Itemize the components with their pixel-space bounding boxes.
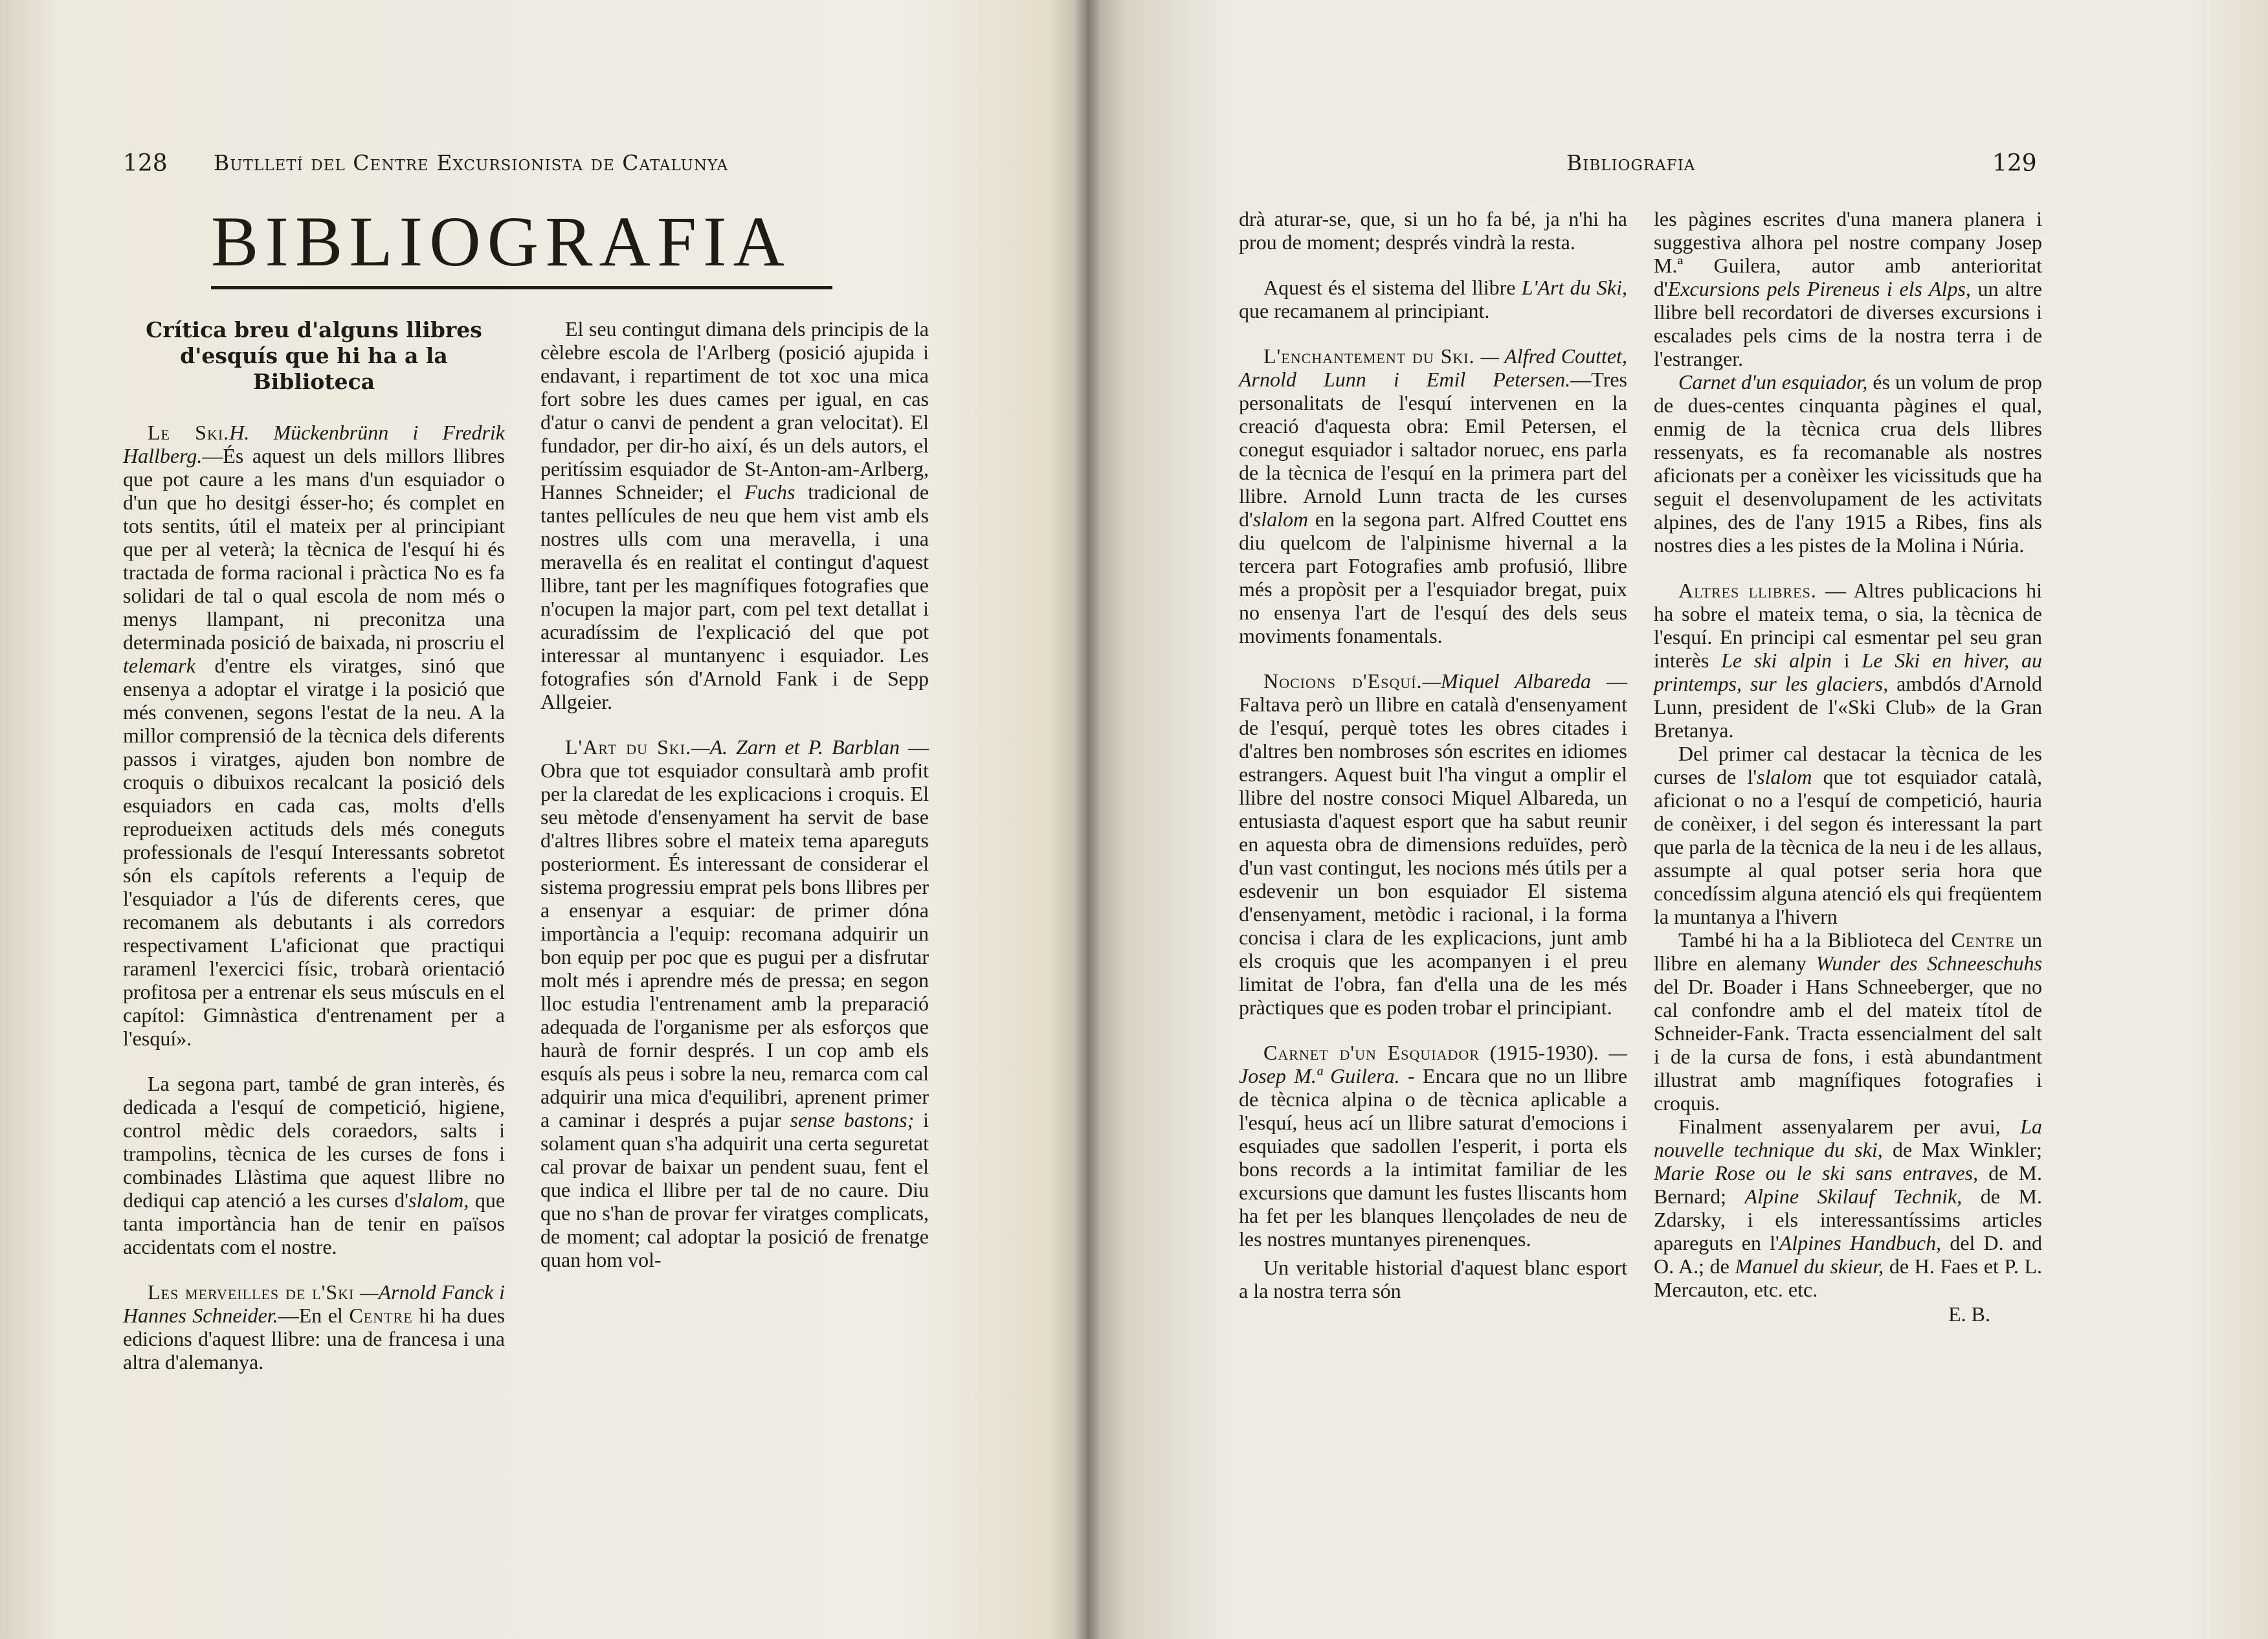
entry-label: Le Ski. [148, 421, 230, 444]
italic-term: Manuel du skieur, [1735, 1254, 1884, 1278]
entry-text: — Altres publicacions hi ha sobre el mateix tema, o sia, la tècnica de l'esquí. En principi cal esmentar pel seu gran interès [1654, 579, 2043, 672]
left-column-1 [123, 317, 505, 1396]
entry-years: (1915-1930). [1489, 1041, 1599, 1064]
entry-label: L'enchantement du Ski. [1263, 344, 1475, 368]
italic-term: Alpine Skilauf Technik, [1744, 1185, 1962, 1208]
entry-text: de M. Bernard; [1654, 1161, 2043, 1208]
entry-text: Finalment assenyalarem per avui, [1678, 1115, 2001, 1138]
italic-term: sense bastons; [790, 1108, 915, 1132]
entry-merveilles [123, 1280, 505, 1374]
italic-term: slalom [1252, 507, 1309, 531]
entry-text: La segona part, també de gran interès, és dedicada a l'esquí de competició, higiene, control mèdic dels coraedors, salts i trampolins, tècnica de les curses de fons i combinades Llàstima que aquest llibre no dediqui cap atenció a les curses d' [123, 1072, 505, 1212]
entry-enchantement [1239, 344, 1627, 647]
entry-text: ambdós d'Arnold Lunn, president de l'«Ski Club» de la Gran Bretanya. [1654, 672, 2043, 742]
entry-text: d'entre els viratges, sinó que ensenya a adoptar el viratge i la posició que més convenen, segons l'estat de la neu. A la millor comprensió de la tècnica dels diferents passos i viratges, ajuden bon nombre de croquis o dibuixos recalcant la posició dels esquiadors en cada cas, molts d'ells reprodueixen actituds dels més coneguts professionals de l'esquí Interessants sobretot són els capítols referents a l'equip de l'esquiador a l'ús de diferents ceres, que recomanem als debutants i als corredors respectivament L'aficionat que practiqui raramenl l'exercici físic, trobarà orientació profitosa per a entrenar els seus músculs en el capítol: Gimnàstica d'entrenament per a l'esquí». [123, 654, 506, 1050]
entry-text: és un volum de prop de dues-centes cinquanta pàgines el qual, enmig de la tècnica crua dels llibres ressenyats, es fa recomanable als nostres aficionats per a conèixer les vicissituds que ha seguit el desenvolupament de les activitats alpines, des de l'any 1915 a Ribes, fins als nostres dies a les pistes de la Molina i Núria. [1654, 370, 2043, 557]
entry-label: Les merveilles de l'Ski [148, 1280, 355, 1304]
entry-text: del D. and O. A.; de [1654, 1231, 2043, 1278]
entry-text: Aquest és el sistema del llibre [1263, 276, 1516, 299]
entry-authors: — Alfred Couttet, Arnold Lunn i Emil Petersen. [1239, 344, 1627, 391]
centre-mark: Centre [349, 1304, 413, 1327]
entry-label: Altres llibres. [1678, 579, 1817, 602]
entry-text: que recamanem al principiant. [1239, 299, 1490, 322]
entry-label: Carnet d'un Esquiador [1263, 1041, 1480, 1064]
italic-term: La nouvelle technique du ski, [1654, 1115, 2042, 1161]
entry-label: L'Art du Ski. [565, 735, 692, 759]
entry-text: en la segona part. Alfred Couttet ens diu quelcom de l'alpinisme hivernal a la tercera part Fotografies amb profusió, llibre més a propòsit per a l'esquiador bregat, puix no ensenya l'art de l'esquí des dels seus moviments fonamentals. [1239, 507, 1628, 647]
entry-text: un altre llibre bell recordatori de diverses excursions i escalades pels cims de la nostra terra i de l'estranger. [1654, 277, 2043, 370]
entry-text: Del primer cal destacar la tècnica de les curses de l' [1654, 742, 2042, 788]
entry-le-ski [123, 421, 505, 1050]
italic-term: slalom, [408, 1188, 469, 1212]
italic-term: L'Art du Ski, [1521, 276, 1628, 299]
page-number-right: 129 [1992, 150, 2037, 177]
entry-text: - Encara que no un llibre de tècnica alpina o de tècnica aplicable a l'esquí, heus ací un llibre saturat d'emocions i esquiades que sadollen l'esperit, i porta els bons records a la intimitat familiar de les excursions que damunt les fustes lliscants hom ha fet per les blanques llençolades de neu de les nostres muntanyes pirenenques. [1239, 1064, 1628, 1251]
running-head-right: Bibliografia [1566, 150, 1696, 175]
entry-text: —En el [278, 1304, 343, 1327]
italic-term: slalom [1757, 765, 1812, 788]
paragraph [1654, 207, 2042, 370]
entry-label: Nocions d'Esquí. [1263, 669, 1423, 693]
book-gutter [1074, 0, 1100, 1639]
entry-text: i [1843, 649, 1850, 672]
entry-authors: H. Mückenbrünn i Fredrik Hallberg. [123, 421, 506, 467]
italic-term: Le ski alpin [1721, 649, 1832, 672]
entry-text: del Dr. Boader i Hans Schneeberger, que no cal confondre amb el del mateix títol de Schneider-Fank. Tracta essencialment del salt i de la cursa de fons, i està abundantment illustrat amb magnífiques fotografies i croquis. [1654, 975, 2042, 1115]
entry-text: de M. Zdarsky, i els interessantíssims articles apareguts en l' [1654, 1185, 2043, 1254]
paragraph [1654, 1115, 2042, 1301]
entry-art-du-ski [540, 735, 929, 1271]
entry-text: tradicional de tantes pellícules de neu que hem vist amb els nostres ulls com una meravella, i una meravella és en realitat el contingut d'aquest llibre, tant per les magnífiques fotografies que n'ocupen la major part, com pel text detallat i acuradíssim de l'explicació del que pot interessar al muntanyenc i esquiador. Les fotografies són d'Arnold Fank i de Sepp Allgeier. [540, 480, 929, 713]
entry-text: les pàgines escrites d'una manera planera i suggestiva alhora pel nostre company Josep M.ª Guilera, autor amb anterioritat d' [1654, 207, 2042, 300]
italic-term: Carnet d'un esquiador, [1678, 370, 1868, 394]
right-page [1087, 0, 2268, 1639]
entry-text: —Faltava però un llibre en català d'ensenyament de l'esquí, perquè totes les obres citades i d'altres ben nombroses són escrites en idiomes estrangers. Aquest buit l'ha vingut a omplir el llibre del nostre consoci Miquel Albareda, un entusiasta d'aquest esport que ha sabut reunir en aquesta obra de dimensions reduïdes, però d'un vast contingut, les nocions més útils per a esdevenir un bon esquiador El sistema d'ensenyament, metòdic i racional, i la forma concisa i clara de les explicacions, junt amb els croquis que les acompanyen i el preu limitat de l'obra, fan d'ella una de les més pràctiques que es poden trobar el principiant. [1239, 669, 1628, 1019]
italic-term: Le Ski en hiver, au printemps, sur les glaciers, [1654, 649, 2043, 695]
entry-text: També hi ha a la Biblioteca del [1678, 928, 1945, 952]
entry-text: —Tres personalitats de l'esquí intervenen en la creació d'aquesta obra: Emil Petersen, el conegut esquiador i saltador noruec, ens parla de la tècnica de l'esquí en la primera part del llibre. Arnold Lunn tracta de les curses d' [1239, 368, 1627, 531]
entry-text: que tanta importància han de tenir en països accidentats com el nostre. [123, 1188, 506, 1258]
left-page [0, 0, 1087, 1639]
entry-authors: —A. Zarn et P. Barblan [691, 735, 900, 759]
right-column-2 [1654, 207, 2042, 1326]
paragraph [1654, 928, 2042, 1115]
entry-authors: —Josep M.ª Guilera. [1239, 1041, 1627, 1087]
page-number-left: 128 [123, 150, 168, 177]
left-column-2 [540, 317, 929, 1293]
centre-mark: Centre [1951, 928, 2015, 952]
paragraph [1654, 370, 2042, 557]
entry-text: de Max Winkler; [1892, 1138, 2042, 1161]
running-head-left: Butlletí del Centre Excursionista de Catalunya [214, 150, 729, 175]
entry-authors: —Miquel Albareda [1422, 669, 1591, 693]
italic-term: telemark [123, 654, 195, 677]
paragraph [123, 1072, 505, 1258]
italic-term: Excursions pels Pireneus i els Alps, [1667, 277, 1971, 300]
italic-term: Marie Rose ou le ski sans entraves, [1654, 1161, 1979, 1185]
entry-text: —És aquest un dels millors llibres que pot caure a les mans d'un esquiador o d'un que ho desitgi ésser-ho; és complet en tots sentits, útil el mateix per al principiant que per al veterà; la tècnica de l'esquí hi és tractada de forma racional i pràctica No es fa solidari de tal o qual escola de nom més o menys llampant, ni preconitza una determinada posició de baixada, ni proscriu el [123, 444, 505, 654]
entry-carnet [1239, 1041, 1627, 1251]
entry-text: i solament quan s'ha adquirit una certa seguretat cal provar de baixar un pendent suau, fent el que indica el llibre per tal de no caure. Diu que no s'han de provar fer viratges complicats, de moment; cal adoptar la posició de frenatge quan hom vol- [540, 1108, 929, 1271]
signature: E. B. [1948, 1302, 1990, 1326]
entry-text: de H. Faes et P. L. Mercauton, etc. etc. [1654, 1254, 2043, 1301]
entry-text: El seu contingut dimana dels principis de la cèlebre escola de l'Arlberg (posició ajupida i endavant, i repartiment de tot xoc una mica fort sobre les dues cames per igual, en cas d'atur o canvi de pendent a gran velocitat). El fundador, per dir-ho així, és un dels autors, el peritíssim esquiador de St-Anton-am-Arlberg, Hannes Schneider; el [540, 317, 929, 504]
entry-text: que tot esquiador català, aficionat o no a l'esquí de competició, hauria de conèixer, i del segon és interessant la part que parla de la tècnica de la neu i de les allaus, assumpte al qual potser seria hora que concedíssim alguna atenció els qui freqüentem la muntanya a l'hivern [1654, 765, 2042, 928]
paragraph [540, 317, 929, 713]
italic-term: Fuchs [744, 480, 795, 504]
paragraph: Un veritable historial d'aquest blanc esport a la nostra terra són [1239, 1256, 1627, 1302]
entry-text: hi ha dues edicions d'aquest llibre: una de francesa i una altra d'alemanya. [123, 1304, 506, 1374]
paragraph [1239, 276, 1627, 322]
section-heading: Crítica breu d'alguns llibres d'esquís que hi ha a la Biblioteca [146, 317, 482, 394]
entry-text: —Obra que tot esquiador consultarà amb profit per la claredat de les explicacions i croquis. El seu mètode d'ensenyament ha servit de base d'altres llibres sobre el mateix tema apareguts posteriorment. És interessant de considerar el sistema progressiu emprat pels bons llibres per a ensenyar a esquiar: de primer dóna importància a l'equip: recomana adquirir un bon equip per poc que es pugui per a disfrutar molt més i aprendre més de pressa; en segon lloc estudia l'entrenament amb la preparació adequada de l'organisme per als esforços que haurà de fornir després. I un cop amb els esquís als peus i sobre la neu, remarca com cal adquirir una mica d'equilibri, aprenent primer a caminar i després a pujar [540, 735, 929, 1132]
entry-text: un llibre en alemany [1654, 928, 2043, 975]
entry-nocions [1239, 669, 1627, 1019]
entry-altres-llibres [1654, 579, 2042, 742]
italic-term: Wunder des Schneeschuhs [1816, 952, 2043, 975]
right-column-1 [1239, 207, 1627, 1324]
page-title: BIBLIOGRAFIA [211, 206, 832, 289]
italic-term: Alpines Handbuch, [1779, 1231, 1942, 1254]
paragraph: drà aturar-se, que, si un ho fa bé, ja n'hi ha prou de moment; després vindrà la resta. [1239, 207, 1627, 254]
paragraph [1654, 742, 2042, 928]
entry-authors: —Arnold Fanck i Hannes Schneider. [123, 1280, 505, 1327]
